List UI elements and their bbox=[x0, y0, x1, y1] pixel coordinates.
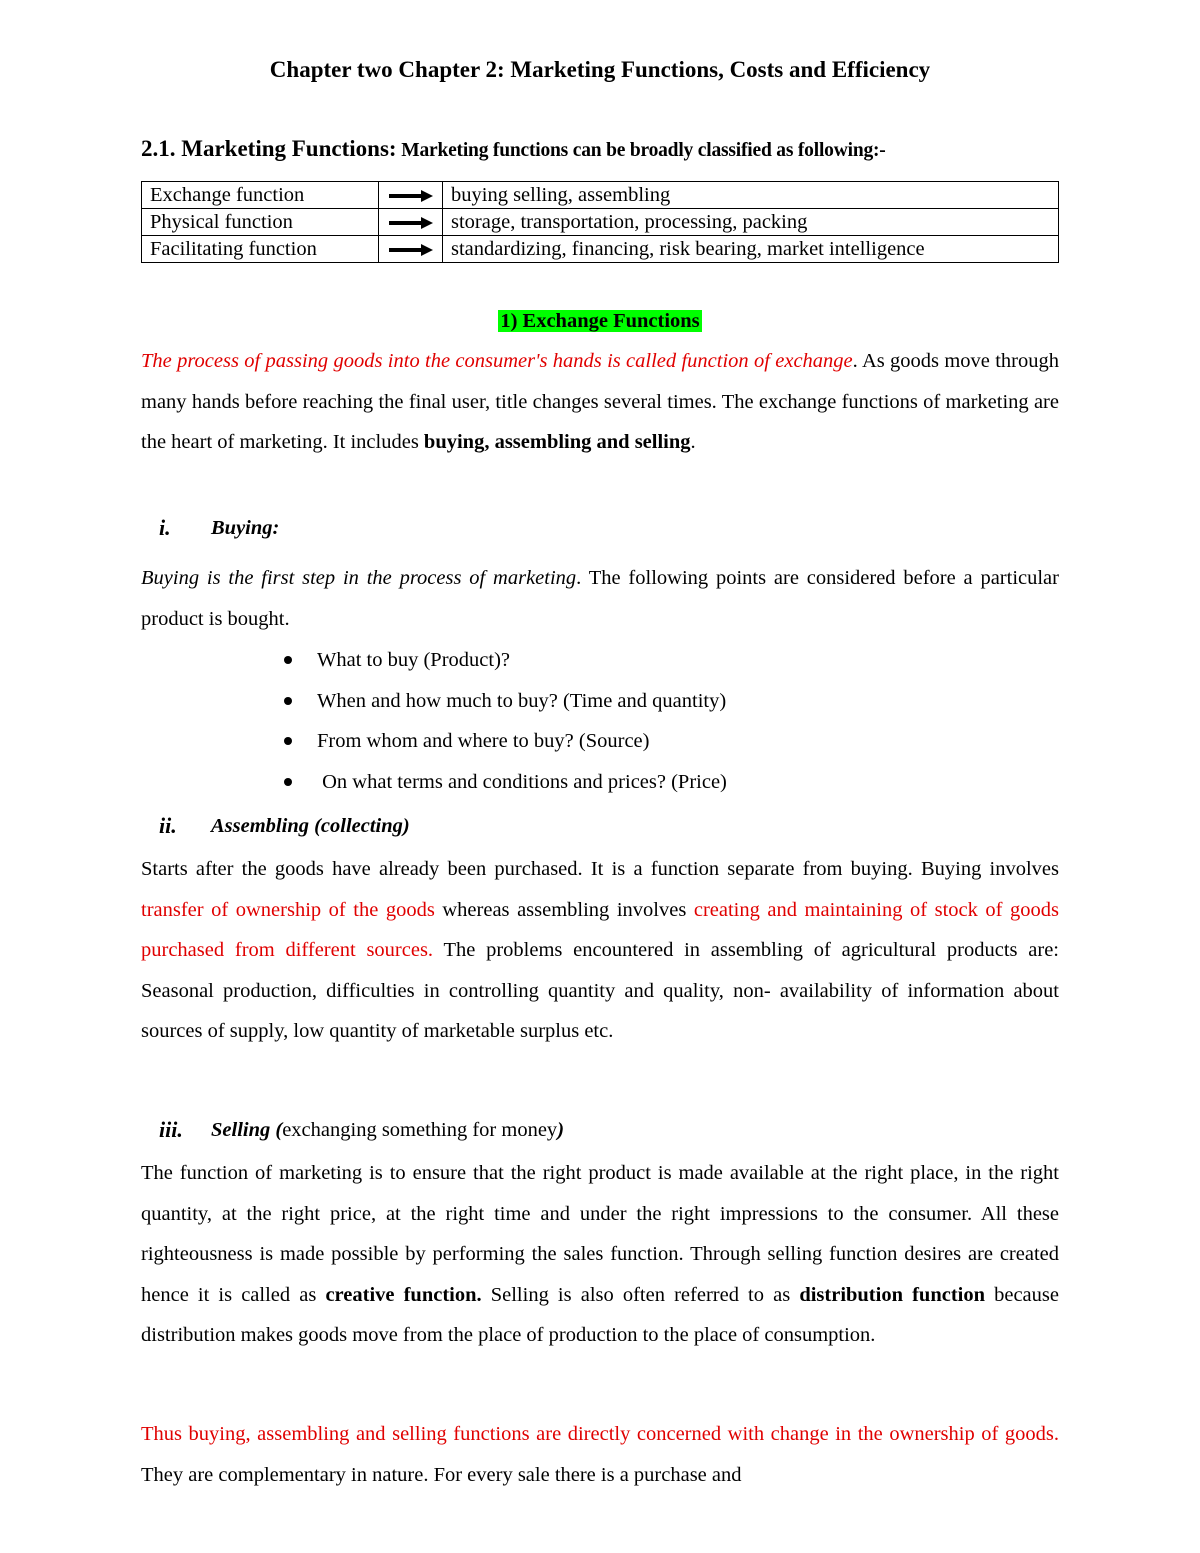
right-arrow-icon bbox=[389, 244, 433, 256]
closing-paragraph: Thus buying, assembling and selling functions are directly concerned with change in the ownership of goods. They are complementary in nature. For every sale there is a purchase and bbox=[141, 1423, 1059, 1486]
right-arrow-icon bbox=[389, 217, 433, 229]
exchange-intro-paragraph: The process of passing goods into the consumer's hands is called function of exchange. As goods move through many hands before reaching the final user, title changes several times. The exchange functions of marketing are the heart of marketing. It includes buying, assembling and selling. bbox=[141, 350, 1059, 453]
list-item: What to buy (Product)? bbox=[281, 640, 981, 681]
list-item: On what terms and conditions and prices? (Price) bbox=[281, 762, 981, 803]
assembling-paragraph: Starts after the goods have already been purchased. It is a function separate from buying. Buying involves transfer of ownership of the goods whereas assembling involves creating and maintaining of stock of goods purchased from different sources. The problems encountered in assembling of agricultural products are: Seasonal production, difficulties in controlling quantity and quality, non- availability of information about sources of supply, low quantity of marketable surplus etc. bbox=[141, 858, 1059, 1042]
section-heading: 2.1. Marketing Functions: Marketing functions can be broadly classified as following:- bbox=[141, 136, 886, 161]
buying-paragraph: Buying is the first step in the process of marketing. The following points are considered before a particular product is bought. bbox=[141, 567, 1059, 630]
section-subtitle: Marketing functions can be broadly classified as following:- bbox=[396, 140, 886, 161]
table-row bbox=[142, 209, 1059, 236]
bullet-icon bbox=[284, 778, 292, 786]
function-cell: Exchange function bbox=[142, 182, 379, 209]
buying-bullet-list bbox=[281, 640, 981, 802]
arrow-cell bbox=[379, 236, 443, 263]
right-arrow-icon bbox=[389, 190, 433, 202]
exchange-functions-heading: 1) Exchange Functions bbox=[500, 310, 700, 332]
bullet-icon bbox=[284, 697, 292, 705]
bullet-icon bbox=[284, 656, 292, 664]
arrow-cell bbox=[379, 209, 443, 236]
table-row bbox=[142, 182, 1059, 209]
activities-cell: buying selling, assembling bbox=[443, 182, 1059, 209]
table-row bbox=[142, 236, 1059, 263]
selling-paragraph: The function of marketing is to ensure that the right product is made available at the right place, in the right quantity, at the right price, at the right time and under the right impressions to the consumer. All these righteousness is made possible by performing the sales function. Through selling function desires are created hence it is called as creative function. Selling is also often referred to as distribution function because distribution makes goods move from the place of production to the place of consumption. bbox=[141, 1162, 1059, 1346]
activities-cell: standardizing, financing, risk bearing, market intelligence bbox=[443, 236, 1059, 263]
section-number-title: 2.1. Marketing Functions bbox=[141, 136, 389, 161]
arrow-cell bbox=[379, 182, 443, 209]
function-cell: Facilitating function bbox=[142, 236, 379, 263]
list-item: When and how much to buy? (Time and quantity) bbox=[281, 681, 981, 722]
function-cell: Physical function bbox=[142, 209, 379, 236]
chapter-title: Chapter two Chapter 2: Marketing Functions, Costs and Efficiency bbox=[269, 57, 931, 82]
functions-table bbox=[141, 181, 1059, 263]
list-item: From whom and where to buy? (Source) bbox=[281, 721, 981, 762]
bullet-icon bbox=[284, 737, 292, 745]
activities-cell: storage, transportation, processing, packing bbox=[443, 209, 1059, 236]
